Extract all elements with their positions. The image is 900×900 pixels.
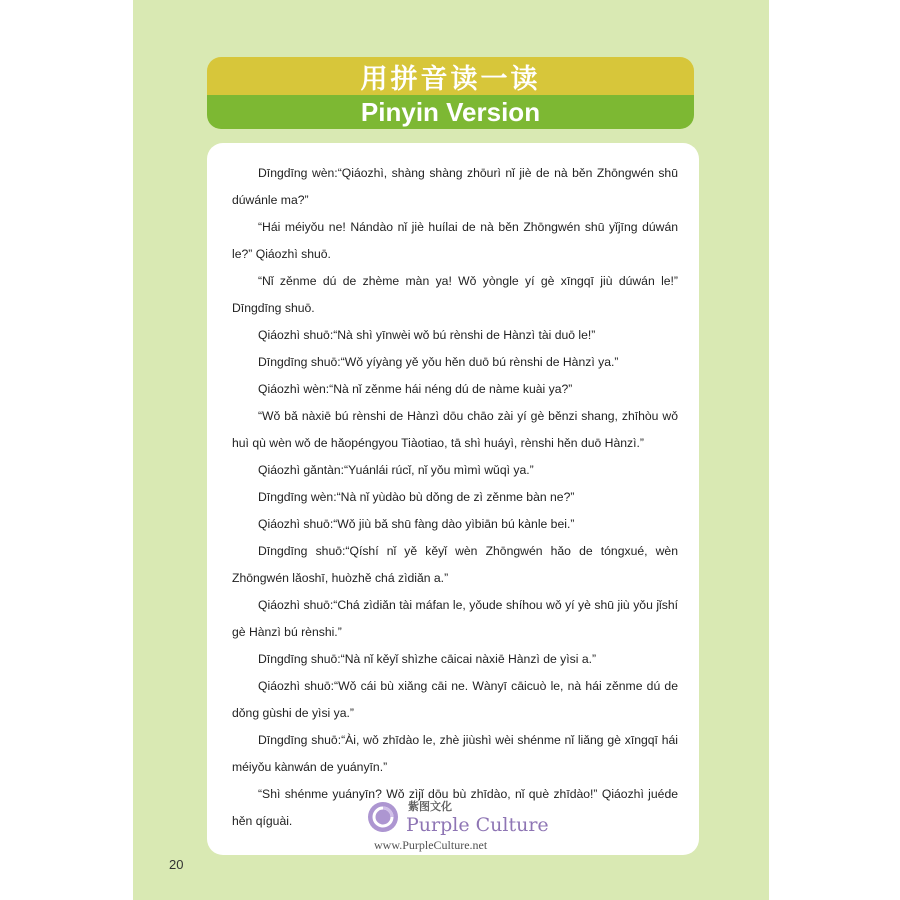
paragraph: “Wǒ bǎ nàxiē bú rènshi de Hànzì dōu chāo zài yí gè běnzi shang, zhīhòu wǒ huì qù wèn wǒ de hǎopéngyou Tiàotiao, tā shì huáyì, rènshi hěn duō Hànzì.” bbox=[232, 409, 678, 450]
paragraph: Dīngdīng wèn:“Qiáozhì, shàng shàng zhōurì nǐ jiè de nà běn Zhōngwén shū dúwánle ma?” bbox=[232, 166, 678, 207]
paragraph: “Nǐ zěnme dú de zhème màn ya! Wǒ yòngle yí gè xīngqī jiù dúwán le!” Dīngdīng shuō. bbox=[232, 274, 678, 315]
paragraph: Dīngdīng shuō:“Qíshí nǐ yě kěyǐ wèn Zhōngwén hǎo de tóngxué, wèn Zhōngwén lǎoshī, huòzhě chá zìdiǎn a.” bbox=[232, 544, 678, 585]
watermark-chinese-text: 紫图文化 bbox=[408, 800, 452, 813]
watermark-url: www.PurpleCulture.net bbox=[374, 838, 488, 852]
watermark-brand: Purple Culture bbox=[406, 814, 549, 836]
paragraph: Dīngdīng shuō:“Wǒ yíyàng yě yǒu hěn duō bú rènshi de Hànzì ya.” bbox=[258, 355, 619, 369]
paragraph: Dīngdīng shuō:“Nà nǐ kěyǐ shìzhe cāicai nàxiē Hànzì de yìsi a.” bbox=[258, 652, 597, 666]
title-banner bbox=[207, 57, 694, 129]
paragraph: Qiáozhì gǎntàn:“Yuánlái rúcǐ, nǐ yǒu mìmì wǔqì ya.” bbox=[258, 463, 534, 477]
paragraph: Dīngdīng wèn:“Nà nǐ yùdào bù dǒng de zì zěnme bàn ne?” bbox=[258, 490, 575, 504]
paragraph: Qiáozhì wèn:“Nà nǐ zěnme hái néng dú de nàme kuài ya?” bbox=[258, 382, 573, 396]
story-text bbox=[232, 160, 678, 835]
page-title-english: Pinyin Version bbox=[360, 96, 541, 127]
banner-top bbox=[207, 57, 694, 95]
paragraph: “Shì shénme yuányīn? Wǒ zìjǐ dōu bù zhīdào, nǐ què zhīdào!” Qiáozhì juéde hěn qíguài. bbox=[232, 787, 678, 828]
purple-culture-logo-icon bbox=[366, 800, 400, 834]
paragraph: Qiáozhì shuō:“Wǒ jiù bǎ shū fàng dào yìbiān bú kànle bei.” bbox=[258, 517, 575, 531]
paragraph: Qiáozhì shuō:“Wǒ cái bù xiǎng cāi ne. Wànyī cāicuò le, nà hái zěnme dú de dǒng gùshi de yìsi ya.” bbox=[232, 679, 678, 720]
banner-bottom bbox=[207, 95, 694, 129]
watermark bbox=[366, 800, 566, 860]
paragraph: Dīngdīng shuō:“Ài, wǒ zhīdào le, zhè jiùshì wèi shénme nǐ liǎng gè xīngqī hái méiyǒu kànwán de yuányīn.” bbox=[232, 733, 678, 774]
paragraph: Qiáozhì shuō:“Nà shì yīnwèi wǒ bú rènshi de Hànzì tài duō le!” bbox=[258, 328, 596, 342]
paragraph: “Hái méiyǒu ne! Nándào nǐ jiè huílai de nà běn Zhōngwén shū yǐjīng dúwán le?” Qiáozhì shuō. bbox=[232, 220, 678, 261]
paragraph: Qiáozhì shuō:“Chá zìdiǎn tài máfan le, yǒude shíhou wǒ yí yè shū jiù yǒu jǐshí gè Hànzì bú rènshi.” bbox=[232, 598, 678, 639]
page-title-chinese: 用拼音读一读 bbox=[360, 63, 541, 95]
page-number: 20 bbox=[169, 857, 184, 872]
